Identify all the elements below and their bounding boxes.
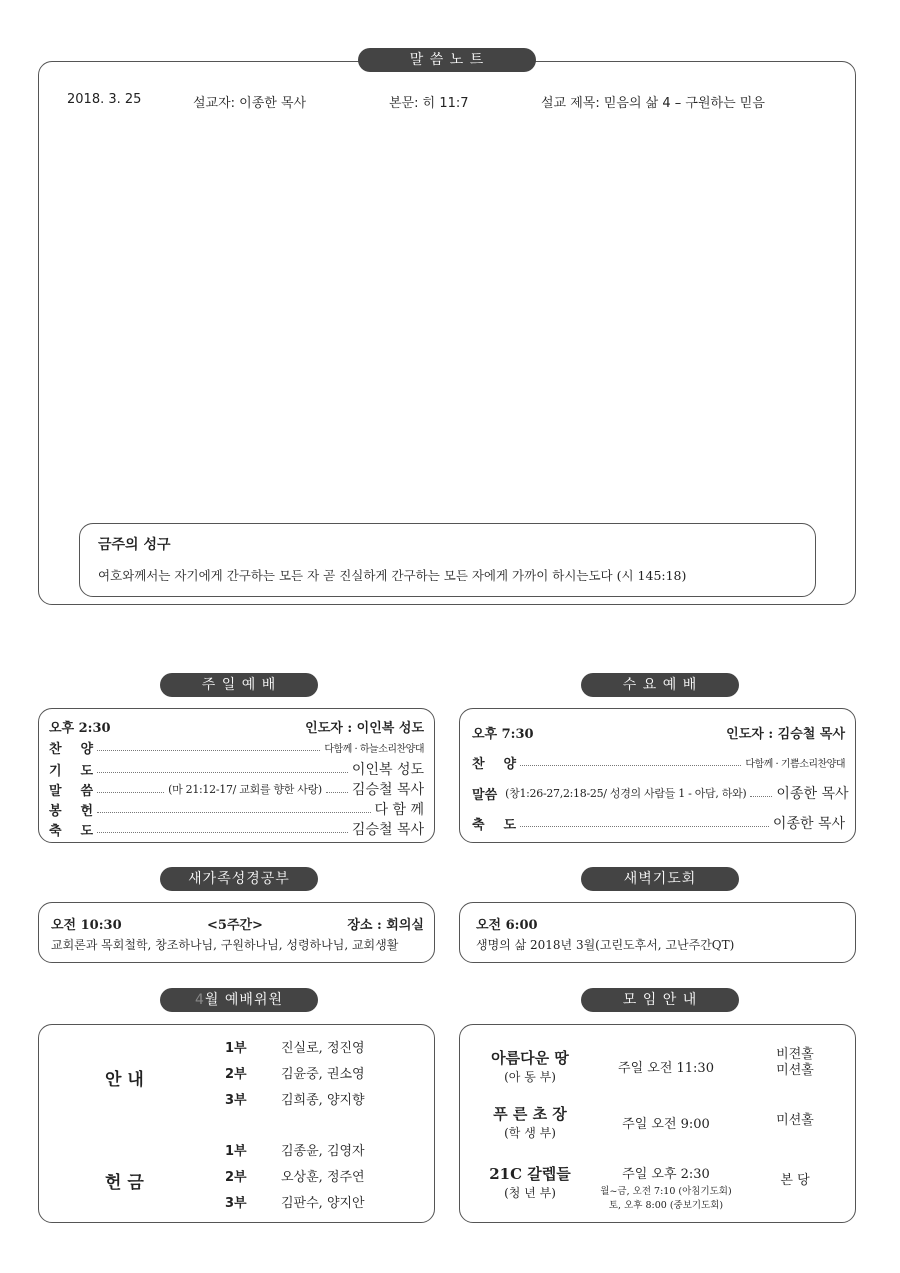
family-weeks: <5주간>: [207, 918, 263, 933]
row-label-char-2: 양: [503, 757, 516, 772]
sunday-row-value: 이인복 성도: [351, 762, 424, 778]
new-family-study-title: 새가족성경공부: [160, 867, 318, 891]
weekly-verse-text: 여호와께서는 자기에게 간구하는 모든 자 곧 진실하게 간구하는 모든 자에게 가까이 하시는도다 (시 145:18): [98, 568, 687, 583]
sunday-row-label: [49, 738, 93, 757]
sunday-row-detail: (마 21:12-17/ 교회를 향한 사랑): [168, 783, 322, 796]
wednesday-worship-box: [459, 708, 856, 843]
row-label-char-1: 봉: [49, 803, 62, 819]
weekly-verse-box: [79, 523, 816, 597]
servers-group-name: 안 내: [105, 1070, 144, 1090]
meeting-time: 주일 오전 9:00: [622, 1117, 710, 1132]
sunday-row-value: 다함께 · 하늘소리찬양대: [324, 744, 424, 755]
meeting-dept: (청 년 부): [504, 1186, 556, 1200]
sermon-note-title: 말 씀 노 트: [358, 48, 536, 72]
dot-leader: [97, 750, 320, 751]
family-place: 장소 : 회의실: [347, 918, 424, 933]
sunday-row-value: 김승철 목사: [351, 782, 424, 798]
wednesday-row: [472, 753, 845, 772]
servers-box: [38, 1024, 435, 1223]
row-label-char-2: 도: [80, 763, 93, 779]
weekly-verse-title: 금주의 성구: [98, 537, 171, 553]
servers-part: 1부: [225, 1041, 247, 1056]
row-label-char-2: 도: [503, 817, 516, 833]
servers-names: 진실로, 정진영: [281, 1041, 365, 1056]
servers-names: 김윤중, 권소영: [281, 1067, 365, 1082]
row-label-char-2: 양: [80, 742, 93, 757]
meeting-place: 비젼홀 미션홀: [776, 1047, 814, 1078]
sunday-row: [49, 799, 424, 819]
meetings-box: [459, 1024, 856, 1223]
servers-title: [160, 988, 318, 1012]
meeting-name: 21C 갈렙들: [489, 1165, 571, 1183]
servers-names: 김종윤, 김영자: [281, 1144, 365, 1159]
servers-names: 김희종, 양지향: [281, 1093, 365, 1108]
meetings-title: 모 임 안 내: [581, 988, 739, 1012]
meeting-dept: (학 생 부): [504, 1126, 556, 1140]
sermon-preacher: 설교자: 이종한 목사: [193, 96, 307, 111]
dot-leader: [520, 765, 741, 766]
meeting-time: 주일 오전 11:30: [618, 1061, 714, 1076]
meeting-saturday-time: 토, 오후 8:00 (중보기도회): [608, 1200, 724, 1211]
meeting-place: 본 당: [780, 1173, 810, 1188]
row-label-char-2: 헌: [80, 803, 93, 819]
sermon-date: 2018. 3. 25: [67, 92, 142, 107]
meeting-name: 아름다운 땅: [491, 1049, 569, 1067]
family-time: 오전 10:30: [51, 918, 122, 933]
dot-leader: [97, 792, 164, 793]
dot-leader: [97, 812, 371, 813]
meeting-name: 푸 른 초 장: [493, 1105, 567, 1123]
row-label-char-1: 축: [49, 823, 62, 839]
sermon-text: 본문: 히 11:7: [389, 96, 469, 111]
dot-leader: [520, 826, 769, 827]
sunday-row: [49, 759, 424, 779]
meeting-place: 미션홀: [776, 1113, 814, 1128]
wednesday-row-value: 이종한 목사: [776, 786, 849, 802]
dot-leader: [750, 796, 772, 797]
sunday-leader: 인도자 : 이인복 성도: [305, 721, 424, 736]
sunday-row-value: 김승철 목사: [351, 822, 424, 838]
sunday-row-label: [49, 800, 93, 819]
row-label-char-1: 기: [49, 763, 62, 779]
sunday-row-label: [49, 820, 93, 839]
wednesday-row: [472, 813, 845, 833]
wednesday-row-detail: (창1:26-27,2:18-25/ 성경의 사람들 1 - 아담, 하와): [505, 787, 747, 800]
sermon-note-box: [38, 61, 856, 605]
sunday-worship-box: [38, 708, 435, 843]
dawn-time: 오전 6:00: [476, 918, 538, 933]
dawn-desc: 생명의 삶 2018년 3월(고린도후서, 고난주간QT): [476, 938, 735, 952]
dawn-prayer-box: [459, 902, 856, 963]
sunday-row: [49, 738, 424, 757]
dot-leader: [97, 832, 348, 833]
family-topics: 교회론과 목회철학, 창조하나님, 구원하나님, 성령하나님, 교회생활: [51, 938, 399, 952]
servers-title-rest: 월 예배위원: [204, 992, 283, 1008]
wednesday-leader: 인도자 : 김승철 목사: [726, 727, 845, 742]
servers-names: 김판수, 양지안: [281, 1196, 365, 1211]
servers-part: 1부: [225, 1144, 247, 1159]
wednesday-row-value: 이종한 목사: [772, 816, 845, 832]
dawn-prayer-title: 새벽기도회: [581, 867, 739, 891]
sunday-worship-title: 주 일 예 배: [160, 673, 318, 697]
row-label-char-1: 축: [472, 817, 485, 833]
sunday-row: [49, 819, 424, 839]
meeting-weekday-time: 월~금, 오전 7:10 (아침기도회): [600, 1186, 732, 1197]
row-label-char-2: 씀: [80, 783, 93, 799]
dot-leader: [97, 772, 348, 773]
meeting-dept: (아 동 부): [504, 1070, 556, 1084]
wednesday-worship-title: 수 요 예 배: [581, 673, 739, 697]
wednesday-row-label: [472, 784, 497, 803]
servers-part: 2부: [225, 1170, 247, 1185]
servers-part: 3부: [225, 1196, 247, 1211]
sunday-row: [49, 779, 424, 799]
row-label-char-1: 찬: [49, 742, 62, 757]
row-label-char-2: 도: [80, 823, 93, 839]
servers-part: 2부: [225, 1067, 247, 1082]
wednesday-row: [472, 783, 849, 803]
dot-leader: [326, 792, 348, 793]
row-label-char-1: 말: [472, 787, 485, 803]
sunday-row-value: 다 함 께: [374, 802, 424, 818]
wednesday-row-label: [472, 814, 516, 833]
row-label-char-2: 씀: [484, 787, 498, 803]
meeting-time: 주일 오후 2:30: [622, 1167, 710, 1182]
row-label-char-1: 찬: [472, 757, 485, 772]
sunday-time: 오후 2:30: [49, 721, 111, 736]
wednesday-row-value: 다함께 · 기쁨소리찬양대: [745, 759, 845, 770]
sunday-row-label: [49, 780, 93, 799]
servers-title-month: 4: [195, 992, 205, 1008]
servers-names: 오상훈, 정주연: [281, 1170, 365, 1185]
servers-group-name: 헌 금: [105, 1173, 144, 1193]
servers-part: 3부: [225, 1093, 247, 1108]
sermon-subject: 설교 제목: 믿음의 삶 4 – 구원하는 믿음: [541, 96, 765, 111]
wednesday-row-label: [472, 753, 516, 772]
sunday-row-label: [49, 760, 93, 779]
row-label-char-1: 말: [49, 783, 62, 799]
wednesday-time: 오후 7:30: [472, 727, 534, 742]
new-family-study-box: [38, 902, 435, 963]
